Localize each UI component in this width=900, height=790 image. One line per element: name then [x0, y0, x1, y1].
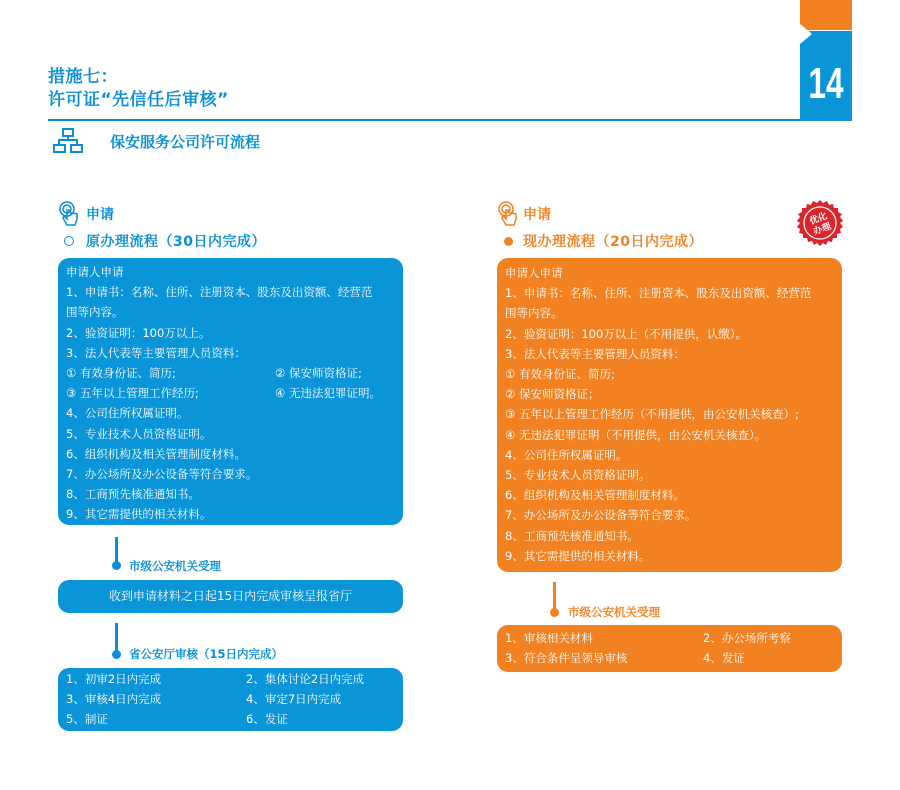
right-apply-line: 1、申请书：名称、住所、注册资本、股东及出资额、经营范 [505, 286, 812, 301]
right-step-label: 申请 [523, 207, 551, 223]
left-apply-line: 2、验资证明：100万以上。 [66, 325, 211, 340]
left-step-label: 申请 [86, 207, 114, 223]
optimized-stamp-icon [797, 200, 843, 246]
left-province-step-label: 省公安厅审核（15日内完成） [129, 647, 284, 661]
left-city-step-text: 收到申请材料之日起15日内完成审核呈报省厅 [108, 589, 353, 603]
right-city-item: 3、符合条件呈领导审核 [505, 651, 628, 666]
stamp-line1: 优化 [808, 211, 829, 228]
left-province-item: 5、制证 [66, 712, 108, 727]
left-province-step-box [58, 668, 403, 731]
left-province-row [66, 689, 395, 709]
flow-dot [112, 561, 121, 570]
left-province-row [66, 669, 395, 689]
measure-label: 措施七： [48, 67, 118, 87]
left-city-step-label: 市级公安机关受理 [129, 559, 221, 573]
left-apply-pair-item: ① 有效身份证、简历; [66, 366, 176, 381]
right-city-row [505, 648, 834, 668]
left-province-item: 1、初审2日内完成 [66, 672, 162, 686]
left-flow-title: 原办理流程（30日内完成） [86, 234, 266, 250]
right-apply-line: 围等内容。 [505, 306, 563, 321]
page-number: 14 [808, 59, 844, 108]
right-apply-line: 3、法人代表等主要管理人员资料： [505, 346, 685, 361]
left-province-row [66, 709, 395, 729]
right-city-item: 4、发证 [703, 651, 745, 666]
right-apply-box [497, 258, 842, 572]
measure-title: 许可证“先信任后审核” [48, 90, 229, 110]
left-apply-line: 1、申请书：名称、住所、注册资本、股东及出资额、经营范 [66, 285, 373, 300]
right-apply-line: ② 保安师资格证； [505, 387, 600, 402]
right-apply-line: 2、验资证明：100万以上（不用提供，认缴）。 [505, 326, 748, 341]
right-apply-line: 7、办公场所及办公设备等符合要求。 [505, 508, 697, 523]
right-apply-line: 8、工商预先核准通知书。 [505, 528, 639, 543]
left-apply-pair-item: ② 保安师资格证; [275, 366, 362, 381]
left-apply-line: 5、专业技术人员资格证明。 [66, 426, 212, 441]
right-city-step-label: 市级公安机关受理 [568, 605, 660, 619]
right-city-item: 1、审核相关材料 [505, 631, 593, 645]
filled-bullet-icon [504, 237, 513, 246]
right-city-row [505, 628, 834, 648]
right-apply-line: 4、公司住所权属证明。 [505, 447, 628, 462]
right-flow-title: 现办理流程（20日内完成） [523, 234, 703, 250]
right-apply-line: ① 有效身份证、简历; [505, 367, 615, 382]
hollow-bullet-icon [64, 236, 74, 246]
left-city-step-box [58, 580, 403, 613]
left-apply-line: 9、其它需提供的相关材料。 [66, 507, 212, 522]
left-province-item: 3、审核4日内完成 [66, 692, 162, 707]
right-apply-line: 6、组织机构及相关管理制度材料。 [505, 488, 685, 503]
left-apply-line: 申请人申请 [66, 265, 124, 279]
right-apply-line: ④ 无违法犯罪证明（不用提供，由公安机关核查）。 [505, 427, 767, 442]
left-province-item: 4、审定7日内完成 [246, 692, 342, 707]
right-apply-line: 申请人申请 [505, 266, 563, 280]
left-apply-line: 4、公司住所权属证明。 [66, 406, 189, 421]
left-apply-line: 3、法人代表等主要管理人员资料： [66, 345, 246, 360]
left-apply-line: 围等内容。 [66, 305, 124, 320]
left-apply-pair [66, 363, 395, 383]
org-chart-icon [52, 128, 84, 154]
right-apply-line: 9、其它需提供的相关材料。 [505, 548, 651, 563]
left-apply-pair-item: ③ 五年以上管理工作经历; [66, 386, 199, 401]
right-city-item: 2、办公场所考察 [703, 631, 791, 645]
flow-connector [115, 623, 118, 653]
left-apply-box [58, 258, 403, 525]
stamp-line2: 办理 [812, 221, 833, 238]
page-tab-notch [800, 24, 812, 44]
right-apply-line: ③ 五年以上管理工作经历（不用提供，由公安机关核查）; [505, 407, 799, 422]
left-apply-line: 7、办公场所及办公设备等符合要求。 [66, 467, 258, 482]
left-province-item: 2、集体讨论2日内完成 [246, 672, 365, 686]
left-apply-pair [66, 383, 395, 403]
hand-pointer-icon [497, 201, 519, 229]
flow-dot [550, 608, 559, 617]
right-city-step-box [497, 625, 842, 672]
page-title [48, 66, 229, 112]
title-divider [48, 119, 800, 121]
flow-connector [115, 537, 118, 564]
left-province-item: 6、发证 [246, 712, 288, 727]
left-apply-line: 6、组织机构及相关管理制度材料。 [66, 446, 246, 461]
left-apply-line: 8、工商预先核准通知书。 [66, 487, 200, 502]
hand-pointer-icon [58, 201, 80, 229]
right-apply-line: 5、专业技术人员资格证明。 [505, 468, 651, 483]
section-title: 保安服务公司许可流程 [110, 133, 261, 151]
left-apply-pair-item: ④ 无违法犯罪证明。 [275, 386, 381, 401]
flow-dot [112, 650, 121, 659]
